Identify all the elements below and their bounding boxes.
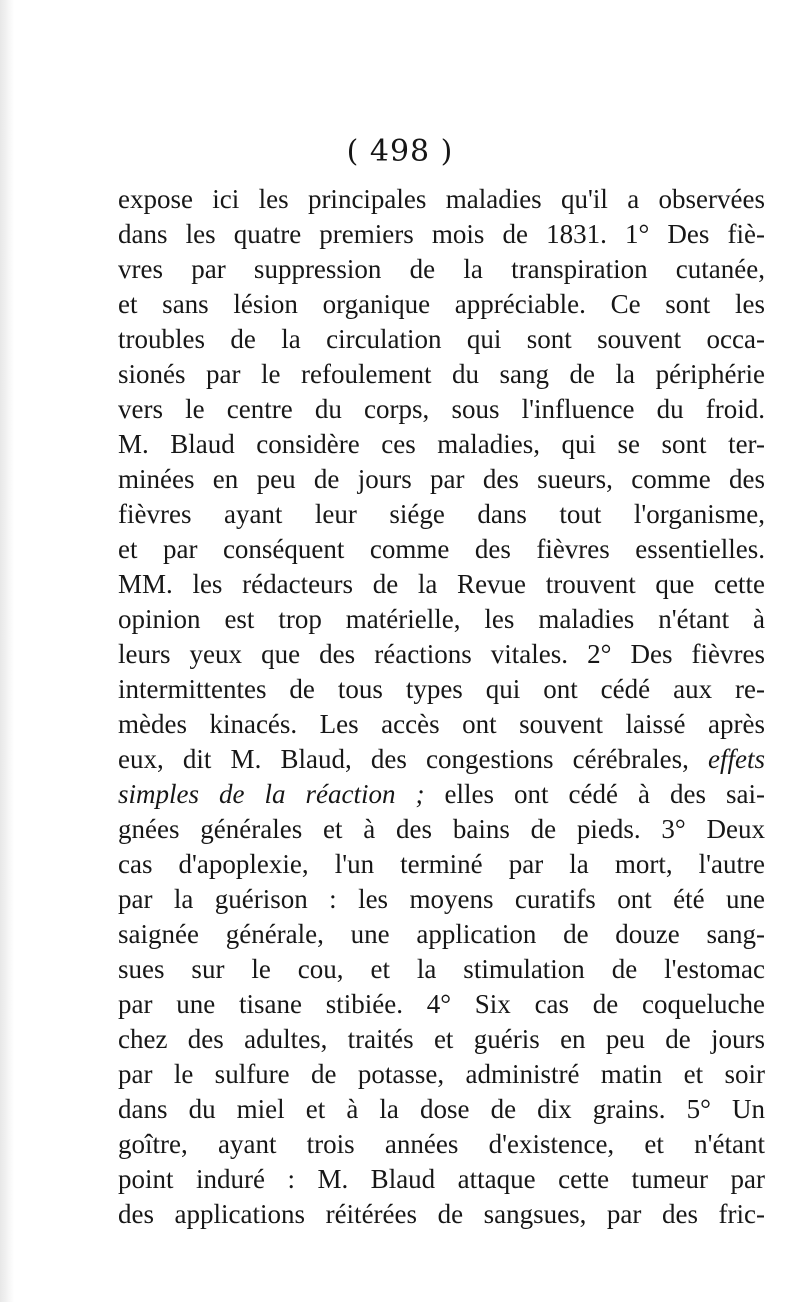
text-line: saignée générale, une application de douze sang- (118, 919, 765, 949)
text-line: par la guérison : les moyens curatifs ont été une (118, 884, 765, 914)
text-line: troubles de la circulation qui sont souvent occa- (118, 324, 765, 354)
text-line: leurs yeux que des réactions vitales. 2° Des fièvres (118, 639, 765, 669)
text-line: sues sur le cou, et la stimulation de l'estomac (118, 954, 765, 984)
text-line: vers le centre du corps, sous l'influence du froid. (118, 394, 765, 424)
text-line: MM. les rédacteurs de la Revue trouvent que cette (118, 569, 765, 599)
text-line: minées en peu de jours par des sueurs, comme des (118, 464, 765, 494)
text-line: cas d'apoplexie, l'un terminé par la mort, l'autre (118, 849, 765, 879)
text-line: gnées générales et à des bains de pieds. 3° Deux (118, 814, 765, 844)
text-line: fièvres ayant leur siége dans tout l'organisme, (118, 499, 765, 529)
text-line: expose ici les principales maladies qu'il a observées (118, 184, 765, 214)
text-segment: eux, dit M. Blaud, des congestions cérébrales, (118, 744, 689, 774)
italic-segment: simples de la réaction ; (118, 779, 425, 809)
text-line: M. Blaud considère ces maladies, qui se sont ter- (118, 429, 765, 459)
text-line: dans les quatre premiers mois de 1831. 1° Des fiè- (118, 219, 765, 249)
italic-segment: effets (708, 744, 765, 774)
text-line: et par conséquent comme des fièvres essentielles. (118, 534, 765, 564)
text-line: des applications réitérées de sangsues, par des fric- (118, 1199, 765, 1229)
text-line: et sans lésion organique appréciable. Ce sont les (118, 289, 765, 319)
text-segment: elles ont cédé à des sai- (444, 779, 765, 809)
page-number: ( 498 ) (346, 134, 454, 169)
text-line: intermittentes de tous types qui ont cédé aux re- (118, 674, 765, 704)
text-line (118, 776, 765, 812)
text-line: chez des adultes, traités et guéris en peu de jours (118, 1024, 765, 1054)
page-edge-shadow (0, 0, 14, 1302)
text-line: vres par suppression de la transpiration cutanée, (118, 254, 765, 284)
text-line: sionés par le refoulement du sang de la périphérie (118, 359, 765, 389)
text-line: dans du miel et à la dose de dix grains. 5° Un (118, 1094, 765, 1124)
text-line: mèdes kinacés. Les accès ont souvent laissé après (118, 709, 765, 739)
text-line: par le sulfure de potasse, administré matin et soir (118, 1059, 765, 1089)
text-line: par une tisane stibiée. 4° Six cas de coqueluche (118, 989, 765, 1019)
text-line: point induré : M. Blaud attaque cette tumeur par (118, 1164, 765, 1194)
text-line (118, 741, 765, 777)
text-line: opinion est trop matérielle, les maladies n'étant à (118, 604, 765, 634)
text-line: goître, ayant trois années d'existence, et n'étant (118, 1129, 765, 1159)
